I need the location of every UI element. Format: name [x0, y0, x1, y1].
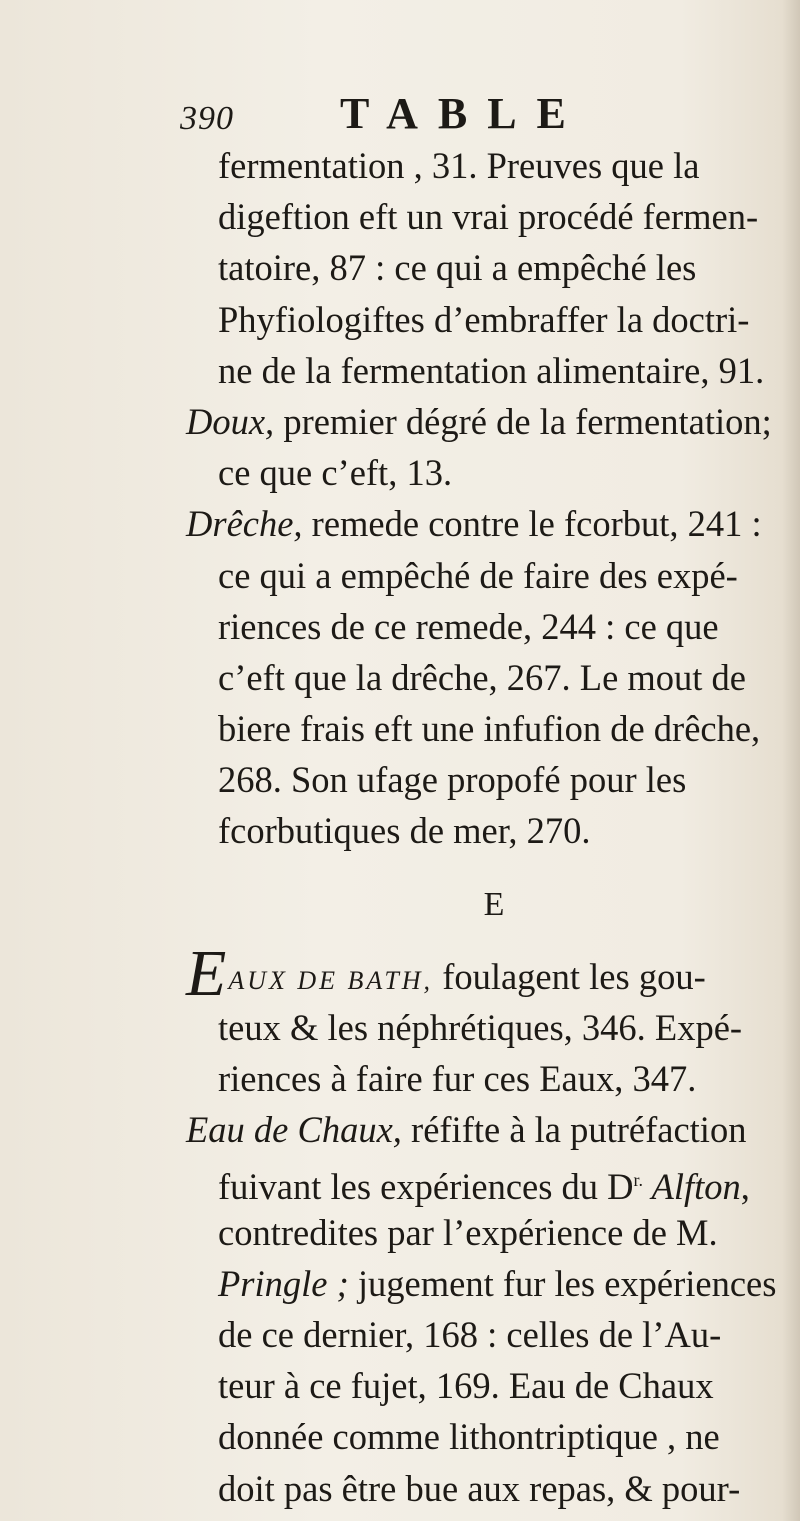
index-line: ne de la fermentation alimentaire, 91. — [218, 349, 765, 391]
entry-term: AUX DE BATH, — [228, 965, 434, 995]
line-text: , — [740, 1166, 750, 1208]
line-text: jugement fur les expériences — [348, 1262, 777, 1304]
index-line: digeftion eft un vrai procédé fermen- — [218, 196, 759, 238]
section-spacer — [186, 927, 766, 951]
index-entry-eau-de-chaux — [186, 1104, 766, 1155]
abbreviation-superscript: r. — [633, 1170, 644, 1191]
person-name: Alfton — [643, 1166, 741, 1208]
entry-text: remede contre le fcorbut, 241 : — [302, 503, 762, 545]
entry-text: foulagent les gou- — [433, 955, 706, 997]
index-line: de ce dernier, 168 : celles de l’Au- — [218, 1313, 722, 1355]
page-header — [180, 88, 740, 148]
index-entry-eaux-de-bath — [186, 936, 766, 1010]
section-letter: E — [483, 885, 505, 923]
index-line — [186, 1155, 766, 1206]
index-text — [186, 140, 777, 1514]
index-entry-dreche — [186, 498, 766, 549]
entry-term: Drêche, — [186, 503, 303, 545]
person-name: Pringle ; — [218, 1262, 349, 1304]
entry-text: premier dégré de la fermentation; — [274, 400, 772, 442]
index-line: c’eft que la drêche, 267. Le mout de — [218, 656, 747, 698]
index-line: donnée comme lithontriptique , ne — [218, 1416, 720, 1458]
index-entry-doux — [186, 396, 772, 447]
index-line: contredites par l’expérience de M. — [218, 1211, 718, 1253]
entry-text: réfifte à la putréfaction — [401, 1109, 747, 1151]
page-edge-shadow — [782, 0, 800, 1521]
index-line: tatoire, 87 : ce qui a empêché les — [218, 247, 697, 289]
index-line: doit pas être bue aux repas, & pour- — [218, 1467, 741, 1509]
running-title: TABLE — [340, 89, 586, 138]
index-line: fcorbutiques de mer, 270. — [218, 810, 591, 852]
drop-cap: E — [186, 936, 227, 1010]
entry-term: Doux, — [186, 400, 275, 442]
entry-term: Eau de Chaux, — [186, 1109, 402, 1151]
index-line: ce qui a empêché de faire des expé- — [218, 554, 738, 596]
index-line: riences à faire fur ces Eaux, 347. — [218, 1058, 697, 1099]
index-line: 268. Son ufage propofé pour les — [218, 759, 687, 801]
line-text: fuivant les expériences du D — [218, 1166, 634, 1208]
index-line: biere frais eft une infufion de drêche, — [218, 708, 761, 750]
index-line: fermentation , 31. Preuves que la — [218, 145, 700, 186]
index-line: teux & les néphrétiques, 346. Expé- — [218, 1006, 743, 1048]
page-number: 390 — [180, 100, 234, 137]
index-line: teur à ce fujet, 169. Eau de Chaux — [218, 1365, 714, 1407]
index-line: riences de ce remede, 244 : ce que — [218, 605, 719, 647]
index-line: Phyfiologiftes d’embraffer la doctri- — [218, 298, 750, 340]
index-line: ce que c’eft, 13. — [218, 452, 453, 494]
index-line — [186, 1258, 777, 1309]
